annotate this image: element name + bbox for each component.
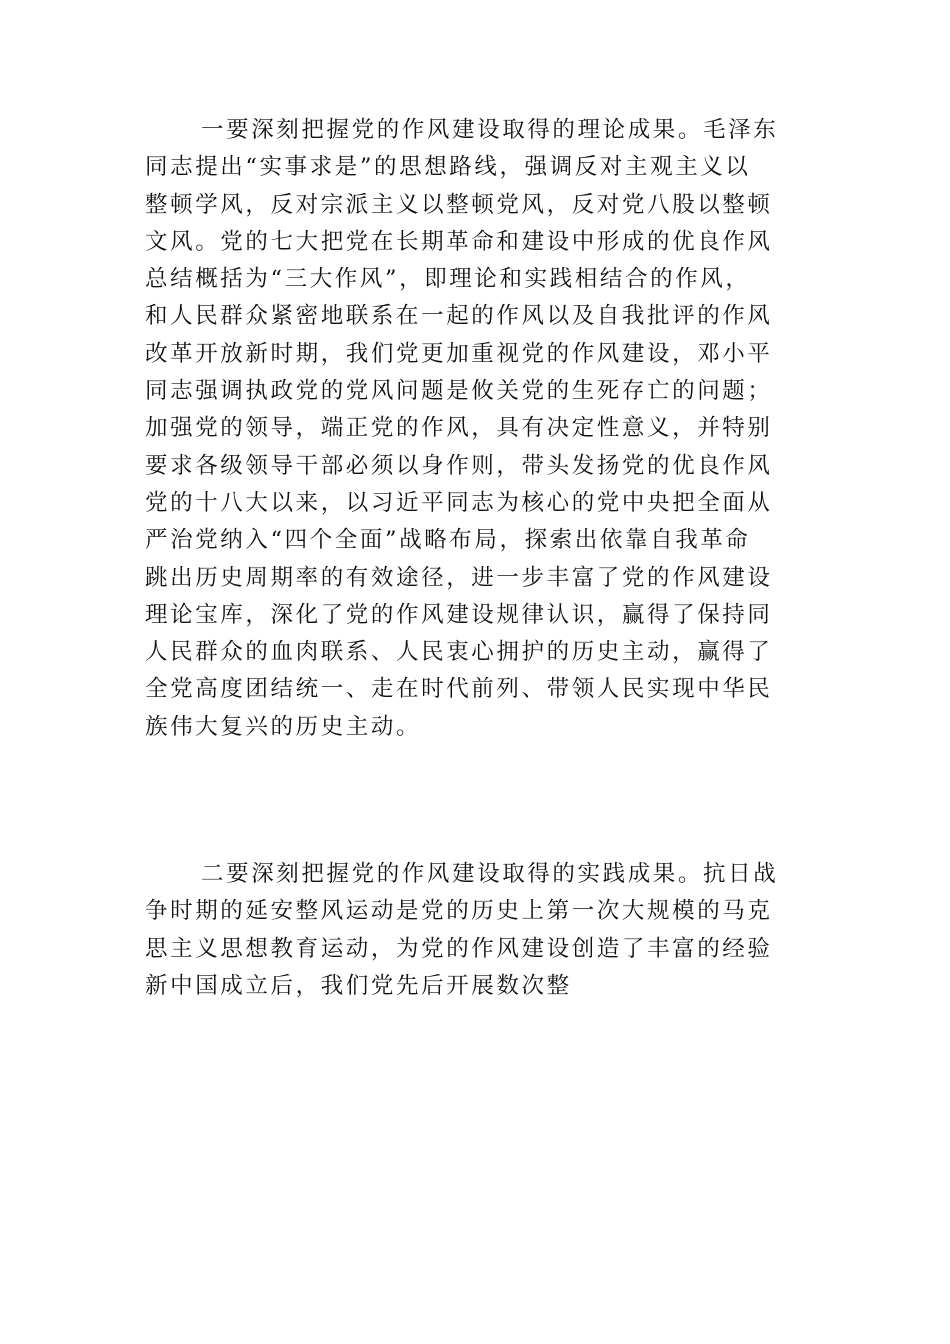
paragraph-line: 加强党的领导，端正党的作风，具有决定性意义，并特别 bbox=[145, 415, 773, 442]
paragraph-line: 跳出历史周期率的有效途径，进一步丰富了党的作风建设 bbox=[145, 564, 773, 591]
paragraph-line: 和人民群众紧密地联系在一起的作风以及自我批评的作风 bbox=[145, 303, 773, 330]
paragraph-line: 严治党纳入“四个全面”战略布局，探索出依靠自我革命 bbox=[145, 527, 751, 554]
paragraph-line: 思主义思想教育运动，为党的作风建设创造了丰富的经验 bbox=[145, 935, 773, 962]
paragraph-line: 总结概括为“三大作风”，即理论和实践相结合的作风， bbox=[145, 266, 751, 293]
paragraph-line: 同志提出“实事求是”的思想路线，强调反对主观主义以 bbox=[145, 154, 751, 181]
paragraph-line: 要求各级领导干部必须以身作则，带头发扬党的优良作风 bbox=[145, 452, 773, 479]
paragraph-line: 新中国成立后，我们党先后开展数次整 bbox=[145, 972, 572, 999]
paragraph-theory-achievements bbox=[145, 112, 805, 746]
paragraph-line: 理论宝库，深化了党的作风建设规律认识，赢得了保持同 bbox=[145, 601, 773, 628]
paragraph-practice-achievements bbox=[145, 856, 805, 1005]
paragraph-line: 文风。党的七大把党在长期革命和建设中形成的优良作风 bbox=[145, 228, 773, 255]
paragraph-line: 族伟大复兴的历史主动。 bbox=[145, 713, 422, 740]
paragraph-line: 争时期的延安整风运动是党的历史上第一次大规模的马克 bbox=[145, 898, 773, 925]
paragraph-line: 全党高度团结统一、走在时代前列、带领人民实现中华民 bbox=[145, 676, 773, 703]
paragraph-line: 整顿学风，反对宗派主义以整顿党风，反对党八股以整顿 bbox=[145, 191, 773, 218]
paragraph-line: 同志强调执政党的党风问题是攸关党的生死存亡的问题； bbox=[145, 378, 773, 405]
paragraph-line: 二要深刻把握党的作风建设取得的实践成果。抗日战 bbox=[201, 861, 779, 887]
paragraph-line: 党的十八大以来，以习近平同志为核心的党中央把全面从 bbox=[145, 489, 773, 516]
paragraph-line: 改革开放新时期，我们党更加重视党的作风建设，邓小平 bbox=[145, 340, 773, 367]
paragraph-line: 一要深刻把握党的作风建设取得的理论成果。毛泽东 bbox=[201, 117, 779, 143]
paragraph-line: 人民群众的血肉联系、人民衷心拥护的历史主动，赢得了 bbox=[145, 639, 773, 666]
